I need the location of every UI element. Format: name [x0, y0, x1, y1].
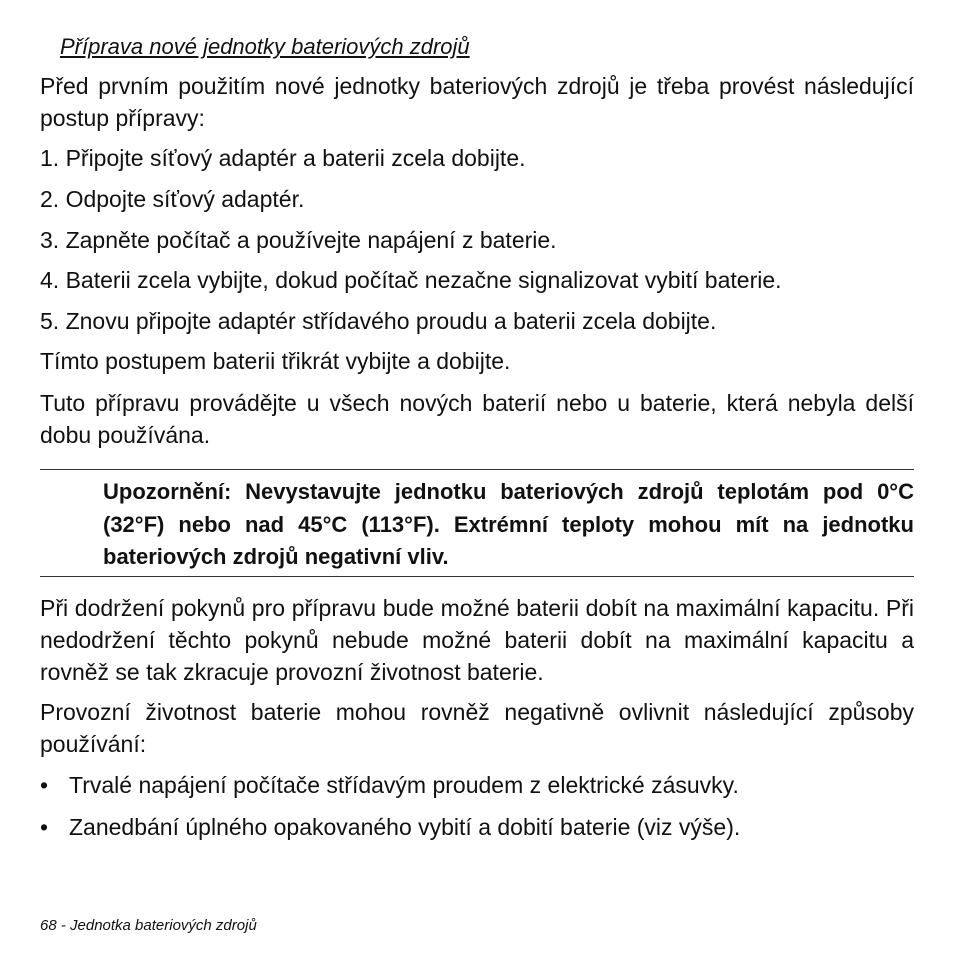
- bullet-icon: •: [40, 814, 49, 840]
- step-1: 1. Připojte síťový adaptér a baterii zcela dobijte.: [40, 145, 526, 171]
- warning-top-rule: [40, 469, 914, 470]
- section-heading: Příprava nové jednotky bateriových zdrojů: [60, 34, 470, 59]
- repeat-paragraph: Tímto postupem baterii třikrát vybijte a dobijte.: [40, 348, 511, 374]
- bullet-icon: •: [40, 772, 49, 798]
- lifetime-paragraph: Provozní životnost baterie mohou rovněž negativně ovlivnit následující způsoby používání:: [40, 699, 914, 757]
- warning-note: Upozornění: Nevystavujte jednotku bateriových zdrojů teplotám pod 0°C (32°F) nebo nad 45°C (113°F). Extrémní teploty mohou mít na jednotku bateriových zdrojů negativní vliv.: [103, 479, 914, 569]
- list-item: [40, 811, 740, 843]
- page-footer: 68 - Jednotka bateriových zdrojů: [40, 917, 257, 934]
- apply-paragraph: Tuto přípravu provádějte u všech nových baterií nebo u baterie, která nebyla delší dobu používána.: [40, 390, 914, 448]
- list-item-text: Trvalé napájení počítače střídavým proudem z elektrické zásuvky.: [69, 772, 739, 798]
- intro-paragraph: Před prvním použitím nové jednotky bateriových zdrojů je třeba provést následující postup přípravy:: [40, 73, 914, 131]
- list-item: [40, 769, 739, 801]
- warning-bottom-rule: [40, 576, 914, 577]
- step-2: 2. Odpojte síťový adaptér.: [40, 186, 305, 212]
- step-5: 5. Znovu připojte adaptér střídavého proudu a baterii zcela dobijte.: [40, 308, 717, 334]
- list-item-text: Zanedbání úplného opakovaného vybití a dobití baterie (viz výše).: [69, 814, 741, 840]
- step-4: 4. Baterii zcela vybijte, dokud počítač nezačne signalizovat vybití baterie.: [40, 267, 782, 293]
- capacity-paragraph: Při dodržení pokynů pro přípravu bude možné baterii dobít na maximální kapacitu. Při nedodržení těchto pokynů nebude možné baterii dobít na maximální kapacitu a rovněž se tak zkracuje provozní životnost baterie.: [40, 595, 914, 685]
- step-3: 3. Zapněte počítač a používejte napájení z baterie.: [40, 227, 557, 253]
